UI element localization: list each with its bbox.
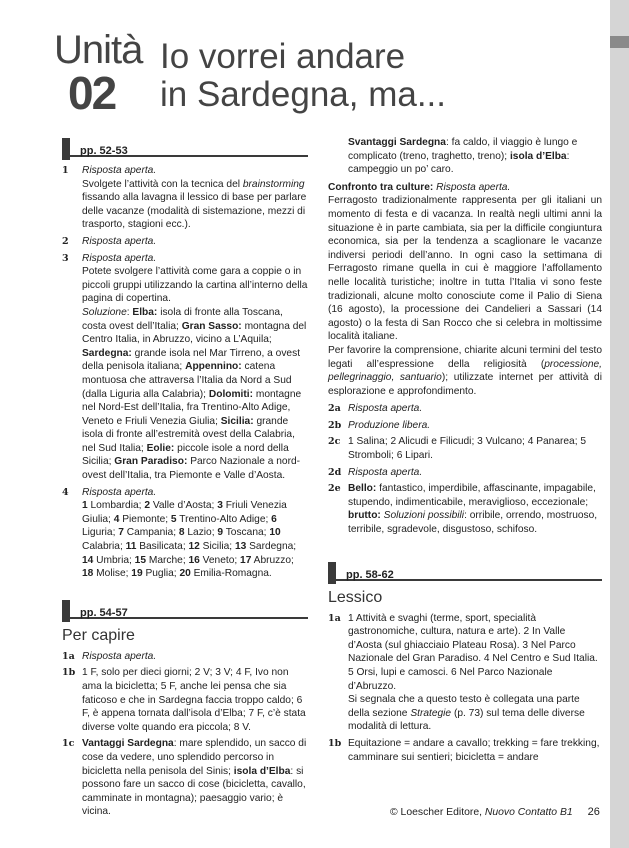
section-subtitle: Lessico [328, 588, 383, 606]
unit-number: 02 [68, 67, 116, 119]
exercise-2c [328, 435, 602, 462]
footer-book-title: Nuovo Contatto B1 [484, 807, 573, 818]
exercise-1b [62, 666, 308, 734]
region-item: 7 Campania; [118, 527, 179, 539]
section-subtitle: Per capire [62, 626, 135, 644]
section-header-52-53 [62, 138, 308, 160]
region-item: 15 Marche; [134, 554, 189, 566]
right-column [328, 138, 602, 767]
exercise-1a [62, 650, 308, 664]
exercise-number: 2e [328, 483, 341, 495]
region-item: 16 Veneto; [188, 554, 241, 566]
exercise-answer: Risposta aperta. [348, 403, 423, 415]
exercise-3 [62, 252, 308, 483]
exercise-note: Si segnala che a questo testo è collegata una parte della sezione Strategie (p. 73) sul tema delle diverse modalità di lettura. [348, 694, 585, 733]
page-number: 26 [587, 806, 600, 818]
exercise-text: Svantaggi Sardegna: fa caldo, il viaggio è lungo e complicato (treno, traghetto, treno); isola d’Elba: campeggio un po’ caro. [348, 137, 578, 176]
region-item: 3 Friuli Venezia Giulia; [82, 500, 287, 525]
exercise-text: Vantaggi Sardegna: mare splendido, un sacco di cose da vedere, uno splendido percorso in bicicletta nella penisola del Sinis; isola d’Elba: si possono fare un sacco di cose (bicicletta, cavallo, camminate in montagna); paesaggio vario; è vicina. [82, 738, 307, 818]
exercise-number: 2c [328, 436, 341, 448]
region-list [82, 499, 308, 581]
region-item: 18 Molise; [82, 568, 132, 580]
exercise-1c [62, 737, 308, 819]
culture-comparison: Confronto tra culture: Risposta aperta. [328, 181, 511, 193]
section-marker [62, 600, 70, 622]
exercise-answer: Risposta aperta. [348, 466, 423, 478]
exercise-text: Bello: fantastico, imperdibile, affascinante, impagabile, stupendo, indimenticabile, meraviglioso, eccezionale; brutto: Soluzioni possibili: orribile, orrendo, mostruoso, terribile, sgradevole, disgustoso, schifoso. [348, 483, 598, 536]
exercise-number: 1b [62, 667, 76, 679]
section-pages: pp. 52-53 [80, 145, 128, 157]
region-item: 5 Trentino-Alto Adige; [170, 513, 272, 525]
exercise-number: 4 [62, 486, 69, 498]
region-item: 13 Sardegna; [234, 541, 297, 553]
page-edge-marker [610, 36, 629, 48]
exercise-1b [328, 737, 602, 764]
exercise-1c-continued [328, 136, 602, 177]
exercise-2d [328, 466, 602, 480]
exercise-text: Equitazione = andare a cavallo; trekking = fare trekking, camminare sui sentieri; bicicletta = andare [348, 737, 600, 763]
exercise-number: 1 [62, 165, 69, 176]
unit-word: Unità [54, 28, 143, 72]
exercise-answer: Risposta aperta. [82, 235, 157, 247]
region-item: 8 Lazio; [178, 527, 218, 539]
exercise-number: 3 [62, 252, 69, 264]
section-marker [62, 138, 70, 160]
section-header-54-57 [62, 600, 308, 622]
region-item: 19 Puglia; [131, 568, 180, 580]
page-edge-bar [610, 0, 629, 848]
exercise-number: 1c [62, 738, 75, 750]
exercise-answer: Risposta aperta. [82, 486, 157, 498]
exercise-number: 2 [62, 235, 69, 247]
exercise-solution: Soluzione: Elba: isola di fronte alla Toscana, costa ovest dell’Italia; Gran Sasso: montagna del Centro Italia, in Abruzzo, vicino a L’Aquila; Sardegna: grande isola nel Mar Tirreno, a ovest della penisola italiana; Appennino: catena montuosa che attraversa l’Italia da Nord a Sud (dalla Liguria alla Calabria); Dolomiti: montagne nel Nord-Est dell’Italia, fra Trentino-Alto Adige, Veneto e Friuli Venezia Giulia; Sicilia: grande isola di fronte all’estremità ovest della Calabria, nel Sud Italia; Eolie: piccole isole a nord della Sicilia; Gran Paradiso: Parco Nazionale a nord-ovest dell’Italia, tra Piemonte e Valle d’Aosta. [82, 306, 307, 482]
exercise-text: 1 Salina; 2 Alicudi e Filicudi; 3 Vulcano; 4 Panarea; 5 Stromboli; 6 Lipari. [348, 436, 587, 462]
section-marker [328, 562, 336, 584]
unit-header [54, 30, 594, 122]
left-column [62, 138, 308, 822]
exercise-2e [328, 482, 602, 536]
region-item: 1 Lombardia; [82, 500, 145, 512]
region-item: 14 Umbria; [82, 554, 135, 566]
exercise-number: 1a [328, 612, 341, 624]
exercise-number: 1b [328, 737, 342, 749]
exercise-answer: Risposta aperta. [82, 165, 157, 176]
exercise-answer: Risposta aperta. [82, 650, 157, 662]
exercise-text: Potete svolgere l’attività come gara a coppie o in piccoli gruppi utilizzando la cartina all’interno della pagina di copertina. [82, 266, 308, 305]
exercise-number: 1a [62, 650, 75, 662]
region-item: 10 Calabria; [82, 527, 281, 553]
exercise-text: Svolgete l’attività con la tecnica del brainstorming fissando alla lavagna il lessico di base per parlare delle vacanze (modalità di sistemazione, mezzi di trasporto, stagioni ecc.). [82, 178, 307, 231]
region-item: 20 Emilia-Romagna. [179, 568, 272, 580]
exercise-answer: Produzione libera. [348, 419, 431, 431]
region-item: 6 Liguria; [82, 513, 277, 539]
exercise-4 [62, 486, 308, 581]
region-item: 17 Abruzzo; [240, 554, 294, 566]
exercise-text: 1 Attività e svaghi (terme, sport, specialità gastronomiche, cultura, natura e arte). 2 In Valle d’Aosta (sul ghiacciaio Plateau Rosa). 3 Nel Parco Nazionale del Gran Paradiso. 4 Nel Centro e Sud Italia. 5 Orsi, lupi e camosci. 6 Nel Parco Nazionale d’Abruzzo. [348, 612, 598, 692]
region-item: 4 Piemonte; [113, 513, 171, 525]
region-item: 11 Basilicata; [125, 541, 189, 553]
unit-title-line2: in Sardegna, ma... [160, 75, 446, 114]
section-pages: pp. 58-62 [346, 568, 394, 581]
exercise-number: 2d [328, 466, 342, 478]
culture-paragraph-1: Ferragosto tradizionalmente rappresenta per gli italiani un momento di festa e di vacanza. In realtà negli ultimi anni la situazione è in parte cambiata, sia per la difficile congiuntura economica, sia per la tendenza a scaglionare le vacanze indiversi periodi dell’anno. In ogni caso la settimana di Ferragosto rimane quella in cui è maggiore l’affollamento nelle località turistiche; inoltre in tutta l’Italia vi sono feste tradizionali, alcune molto conosciute come il Palio di Siena (16 agosto), la processione dei Candelieri a Sassari (14 agosto) o la festa di San Rocco che si celebra in moltissime località italiane. [328, 195, 602, 343]
exercise-text: 1 F, solo per dieci giorni; 2 V; 3 V; 4 F, Ivo non ama la bicicletta; 5 F, anche lei pensa che sia faticoso e che in Sardegna faccia troppo caldo; 6 F, è appena tornata dall’isola d’Elba; 7 F, c’è stata diverse volte quando era piccola; 8 V. [82, 667, 306, 733]
unit-title-line1: Io vorrei andare [160, 37, 406, 76]
exercise-1a [328, 612, 602, 734]
exercise-2 [62, 235, 308, 249]
section-header-58-62 [328, 562, 602, 584]
footer-copyright: © Loescher Editore, [390, 807, 482, 818]
region-item: 2 Valle d’Aosta; [144, 500, 218, 512]
section-pages: pp. 54-57 [80, 606, 128, 619]
exercise-number: 2a [328, 403, 341, 415]
page-footer [390, 806, 600, 818]
exercise-number: 2b [328, 419, 342, 431]
unit-title [160, 38, 446, 114]
exercise-2a [328, 402, 602, 416]
culture-paragraph-2: Per favorire la comprensione, chiarite alcuni termini del testo legati all’espressione della religiosità (processione, pellegrinaggio, santuario); utilizzate internet per attività di esplorazione e approfondimento. [328, 344, 602, 397]
exercise-answer: Risposta aperta. [82, 252, 157, 264]
region-item: 9 Toscana; [217, 527, 270, 539]
exercise-2b [328, 419, 602, 433]
exercise-1 [62, 164, 308, 232]
region-item: 12 Sicilia; [188, 541, 235, 553]
